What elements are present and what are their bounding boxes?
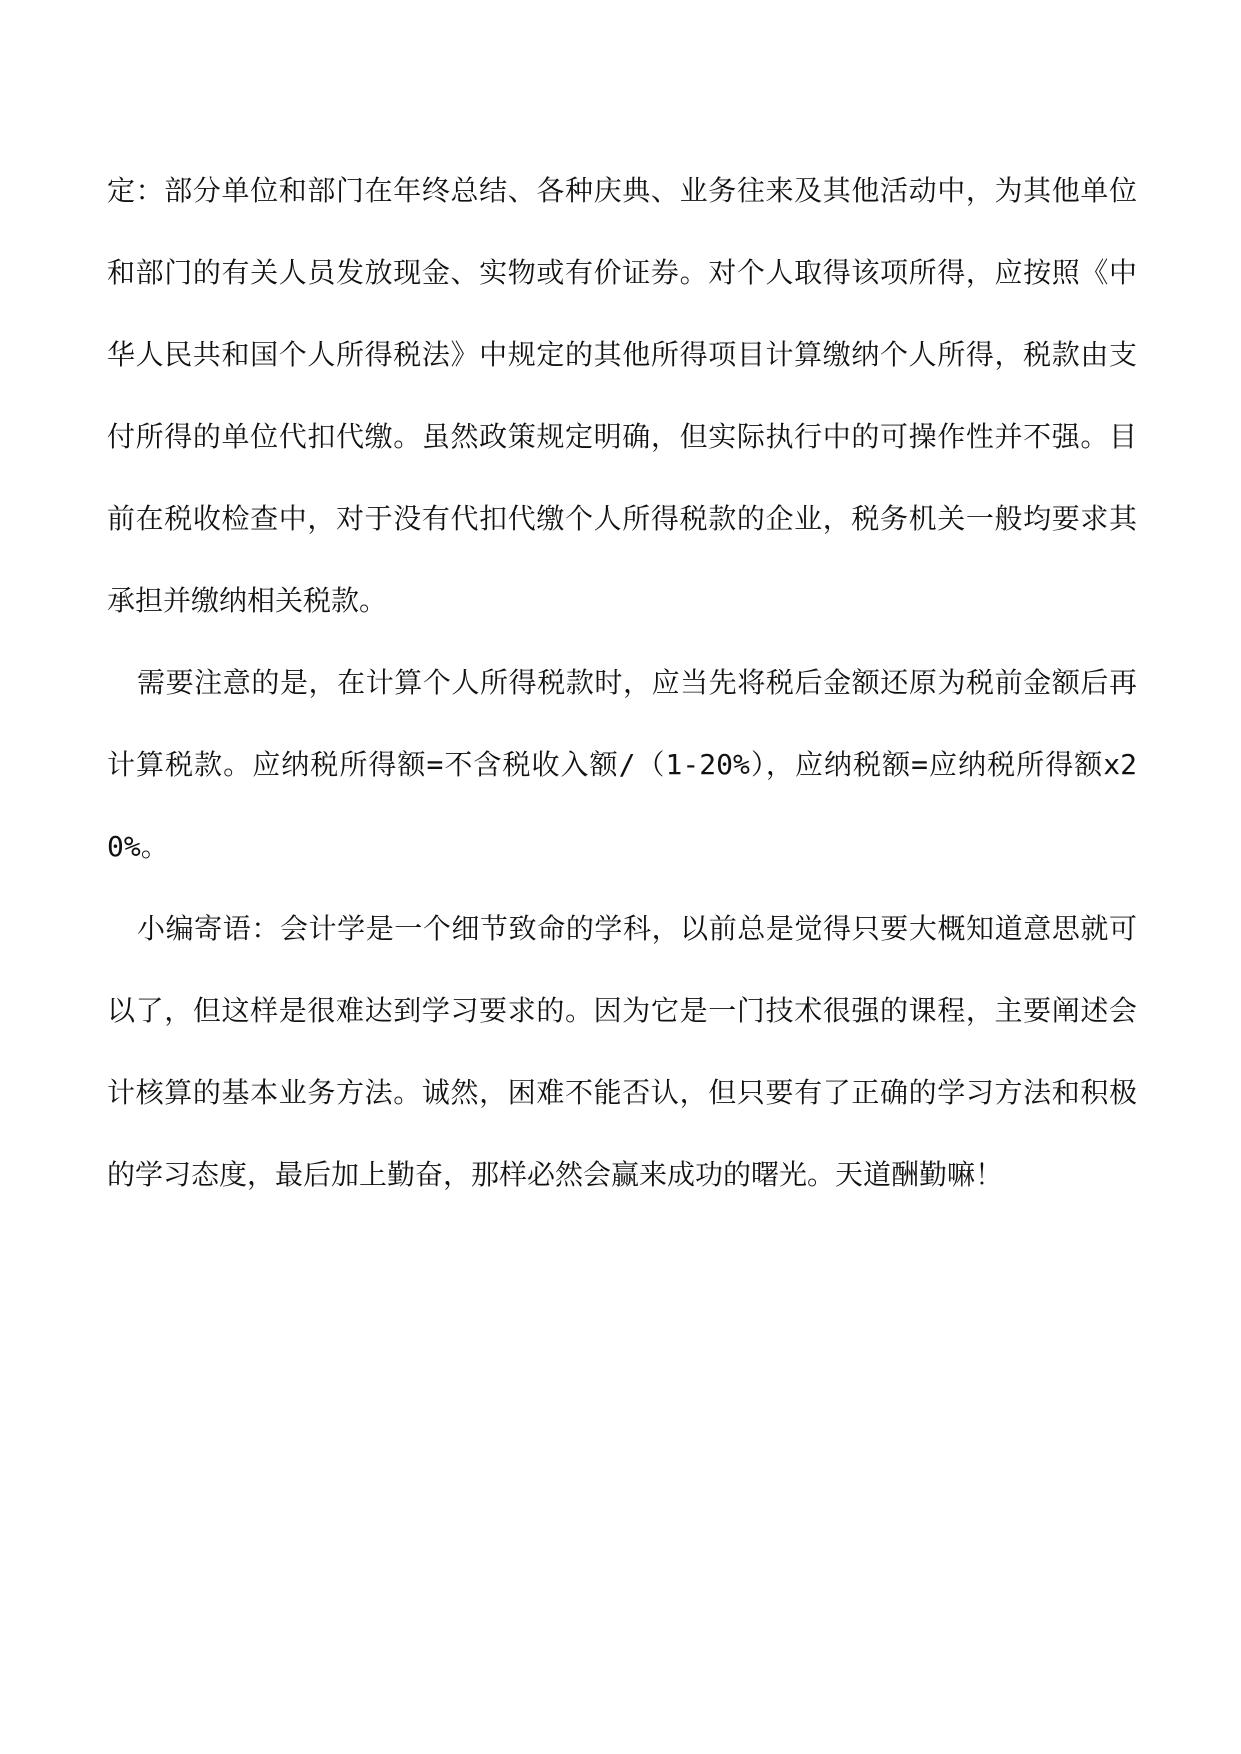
paragraph-editor-note: 小编寄语：会计学是一个细节致命的学科，以前总是觉得只要大概知道意思就可以了，但这样是很难达到学习要求的。因为它是一门技术很强的课程，主要阐述会计核算的基本业务方法。诚然，困难不能否认，但只要有了正确的学习方法和积极的学习态度，最后加上勤奋，那样必然会赢来成功的曙光。天道酬勤嘛！ xyxy=(107,912,1137,1191)
paragraph-tax-rule: 定：部分单位和部门在年终总结、各种庆典、业务往来及其他活动中，为其他单位和部门的有关人员发放现金、实物或有价证券。对个人取得该项所得，应按照《中华人民共和国个人所得税法》中规定的其他所得项目计算缴纳个人所得，税款由支付所得的单位代扣代缴。虽然政策规定明确，但实际执行中的可操作性并不强。目前在税收检查中，对于没有代扣代缴个人所得税款的企业，税务机关一般均要求其承担并缴纳相关税款。 xyxy=(107,174,1137,617)
paragraph-tax-calculation: 需要注意的是，在计算个人所得税款时，应当先将税后金额还原为税前金额后再计算税款。应纳税所得额=不含税收入额/（1-20%），应纳税额=应纳税所得额x20%。 xyxy=(107,666,1137,863)
document-body xyxy=(107,150,1137,1216)
